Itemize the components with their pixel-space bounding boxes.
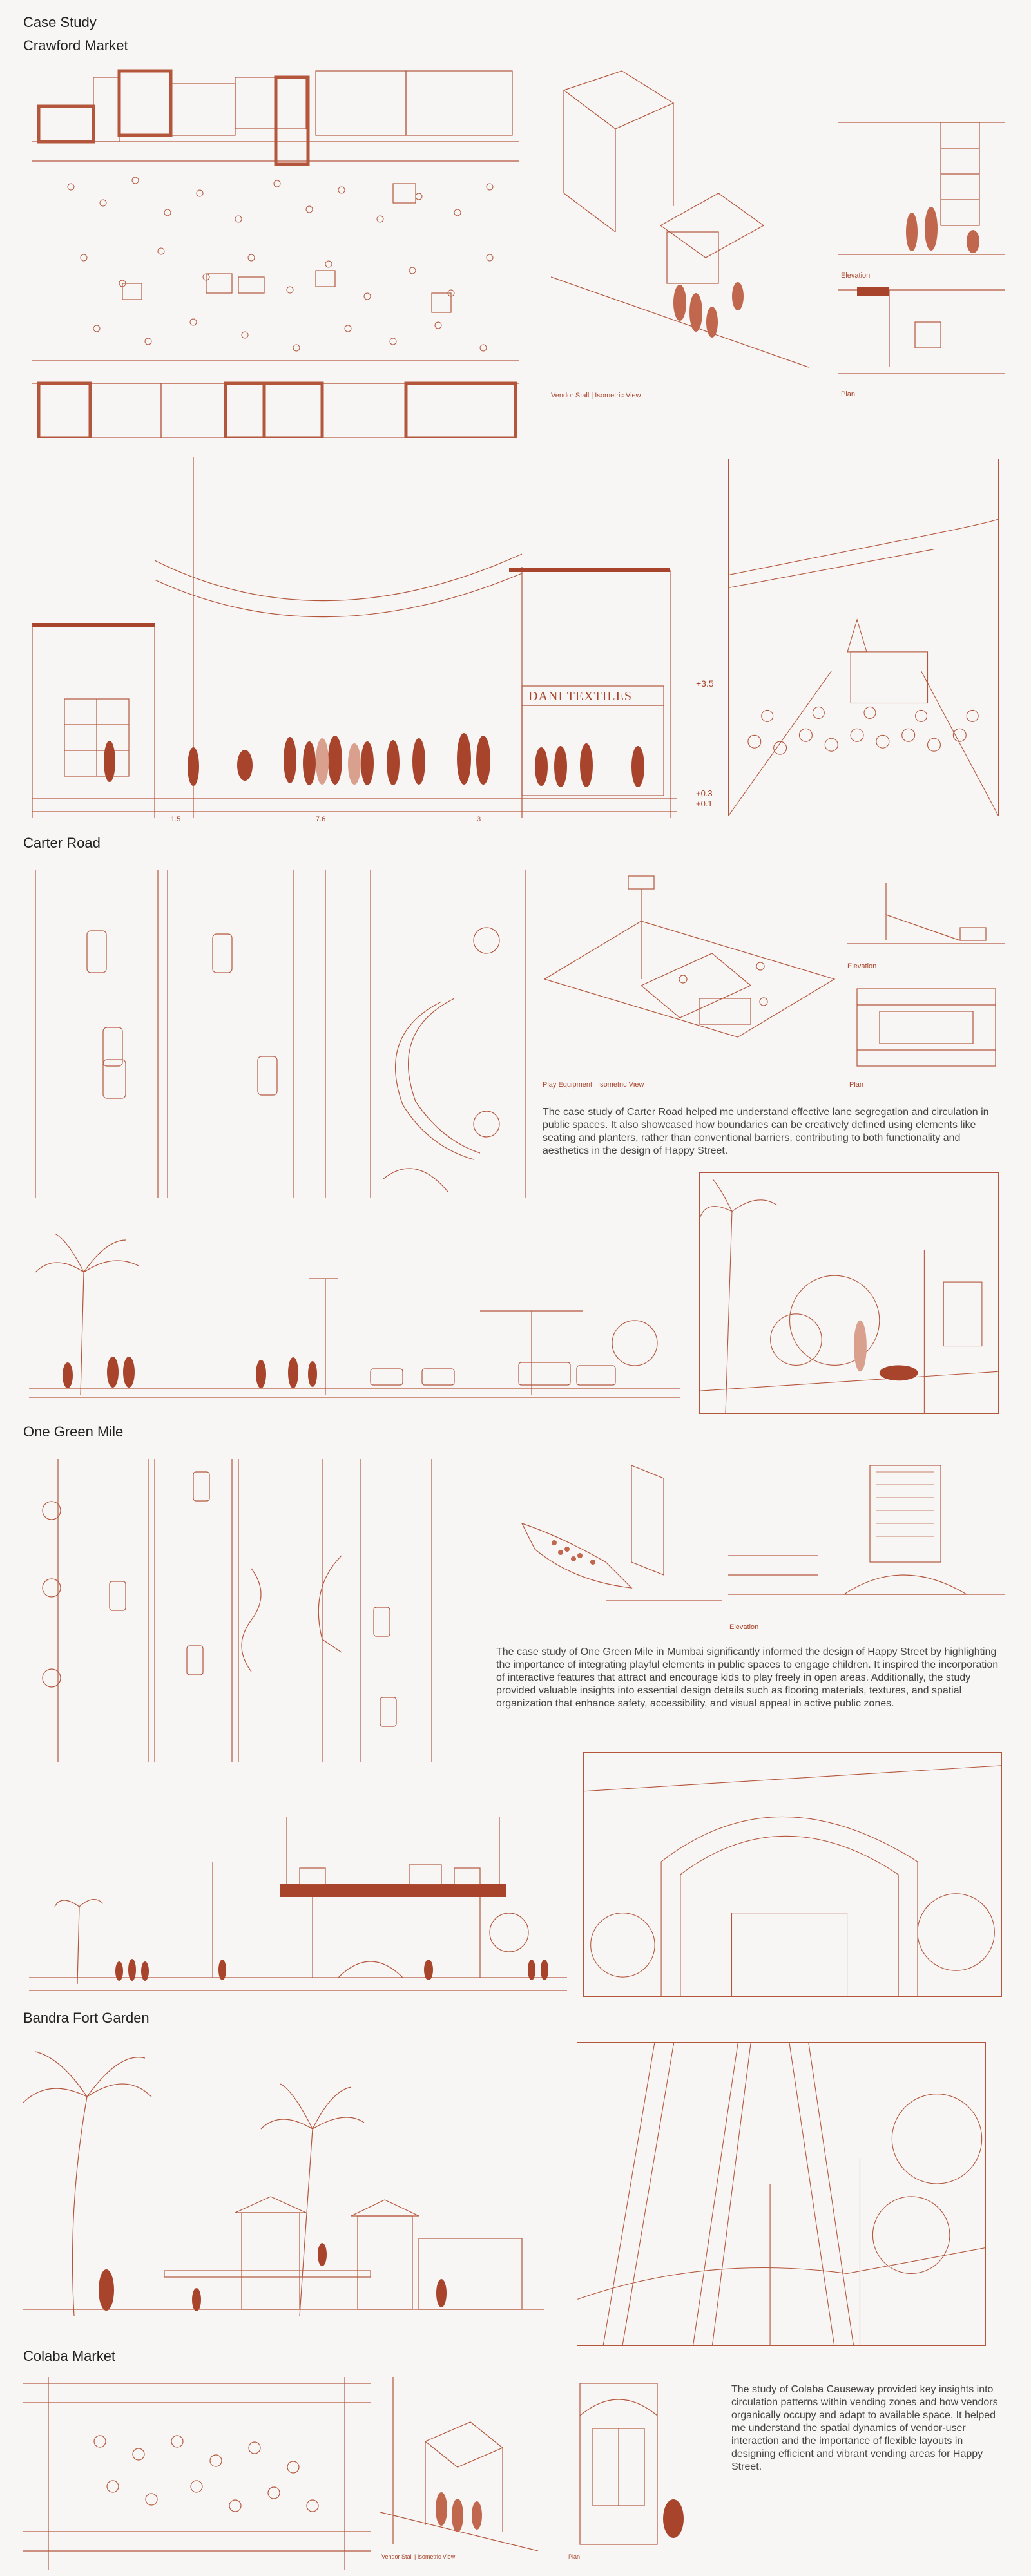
crawford-stall-plan bbox=[838, 283, 1005, 386]
colaba-plan bbox=[23, 2377, 371, 2570]
carter-road-perspective bbox=[699, 1172, 999, 1414]
green-mile-section bbox=[29, 1804, 567, 1997]
crawford-vendor-stall-isometric bbox=[551, 64, 809, 399]
crawford-street-section bbox=[32, 451, 715, 825]
green-mile-play-isometric bbox=[509, 1459, 728, 1614]
green-mile-play-elevation bbox=[728, 1459, 1005, 1614]
carter-play-equipment-isometric bbox=[544, 870, 847, 1069]
bandra-section bbox=[23, 2045, 544, 2322]
level-label: +0.1 bbox=[696, 799, 713, 808]
green-mile-plan bbox=[39, 1459, 451, 1762]
shop-sign: DANI TEXTILES bbox=[528, 689, 632, 703]
carter-description: The case study of Carter Road helped me understand effective lane segregation and circulation in public spaces. It also showcased how boundaries can be creatively defined using elements like seating and planters, rather than conventional barriers, contributing to both functionality and aesthetics in the design of Happy Street. bbox=[543, 1107, 989, 1156]
dimension-label: 7.6 bbox=[316, 816, 326, 823]
green-mile-description: The case study of One Green Mile in Mumbai significantly informed the design of Happy Street by highlighting the importance of integrating playful elements in public spaces to engage children. It inspired the incorporation of interactive features that attract and encourage kids to play freely in open areas. Additionally, the study provided valuable insights into essential design details such as flooring materials, textures, and spatial organization that enhance safety, accessibility, and visual appeal in active public zones. bbox=[496, 1646, 999, 1709]
crawford-stall-elevation bbox=[838, 64, 1005, 271]
section-title-carter: Carter Road bbox=[23, 835, 101, 851]
section-title-bandra: Bandra Fort Garden bbox=[23, 2010, 149, 2026]
colaba-stall-plan bbox=[567, 2377, 696, 2551]
crawford-street-perspective bbox=[728, 459, 999, 816]
page-title: Case Study bbox=[23, 14, 97, 30]
caption-elevation: Elevation bbox=[847, 962, 877, 970]
carter-play-equipment-plan bbox=[854, 986, 999, 1069]
caption-isometric-view: Vendor Stall | Isometric View bbox=[381, 2553, 456, 2560]
carter-road-plan bbox=[29, 870, 535, 1198]
caption-plan: Plan bbox=[841, 390, 856, 398]
dimension-label: 1.5 bbox=[171, 816, 181, 823]
caption-plan: Plan bbox=[568, 2553, 581, 2560]
caption-elevation: Elevation bbox=[841, 272, 871, 280]
green-mile-perspective bbox=[583, 1752, 1002, 1997]
section-title-crawford: Crawford Market bbox=[23, 37, 128, 53]
dimension-label: 3 bbox=[477, 816, 481, 823]
carter-road-section bbox=[29, 1214, 680, 1414]
caption-isometric-view: Play Equipment | Isometric View bbox=[543, 1081, 644, 1089]
carter-play-equipment-elevation bbox=[847, 870, 1005, 960]
level-label: +0.3 bbox=[696, 788, 713, 798]
bandra-perspective bbox=[577, 2042, 986, 2346]
colaba-vendor-stall-isometric bbox=[380, 2377, 538, 2551]
level-label: +3.5 bbox=[696, 678, 714, 689]
caption-elevation: Elevation bbox=[729, 1623, 759, 1631]
section-title-green-mile: One Green Mile bbox=[23, 1424, 124, 1440]
colaba-description: The study of Colaba Causeway provided key insights into circulation patterns within vending zones and how vendors organically occupy and adapt to available space. It helped me understand the spatial dynamics of vendor-user interaction and the importance of flexible layouts in designing efficient and vibrant vending areas for Happy Street. bbox=[731, 2384, 998, 2472]
caption-plan: Plan bbox=[849, 1081, 864, 1089]
section-title-colaba: Colaba Market bbox=[23, 2348, 116, 2364]
crawford-street-plan bbox=[32, 64, 519, 438]
caption-isometric-view: Vendor Stall | Isometric View bbox=[551, 392, 641, 399]
